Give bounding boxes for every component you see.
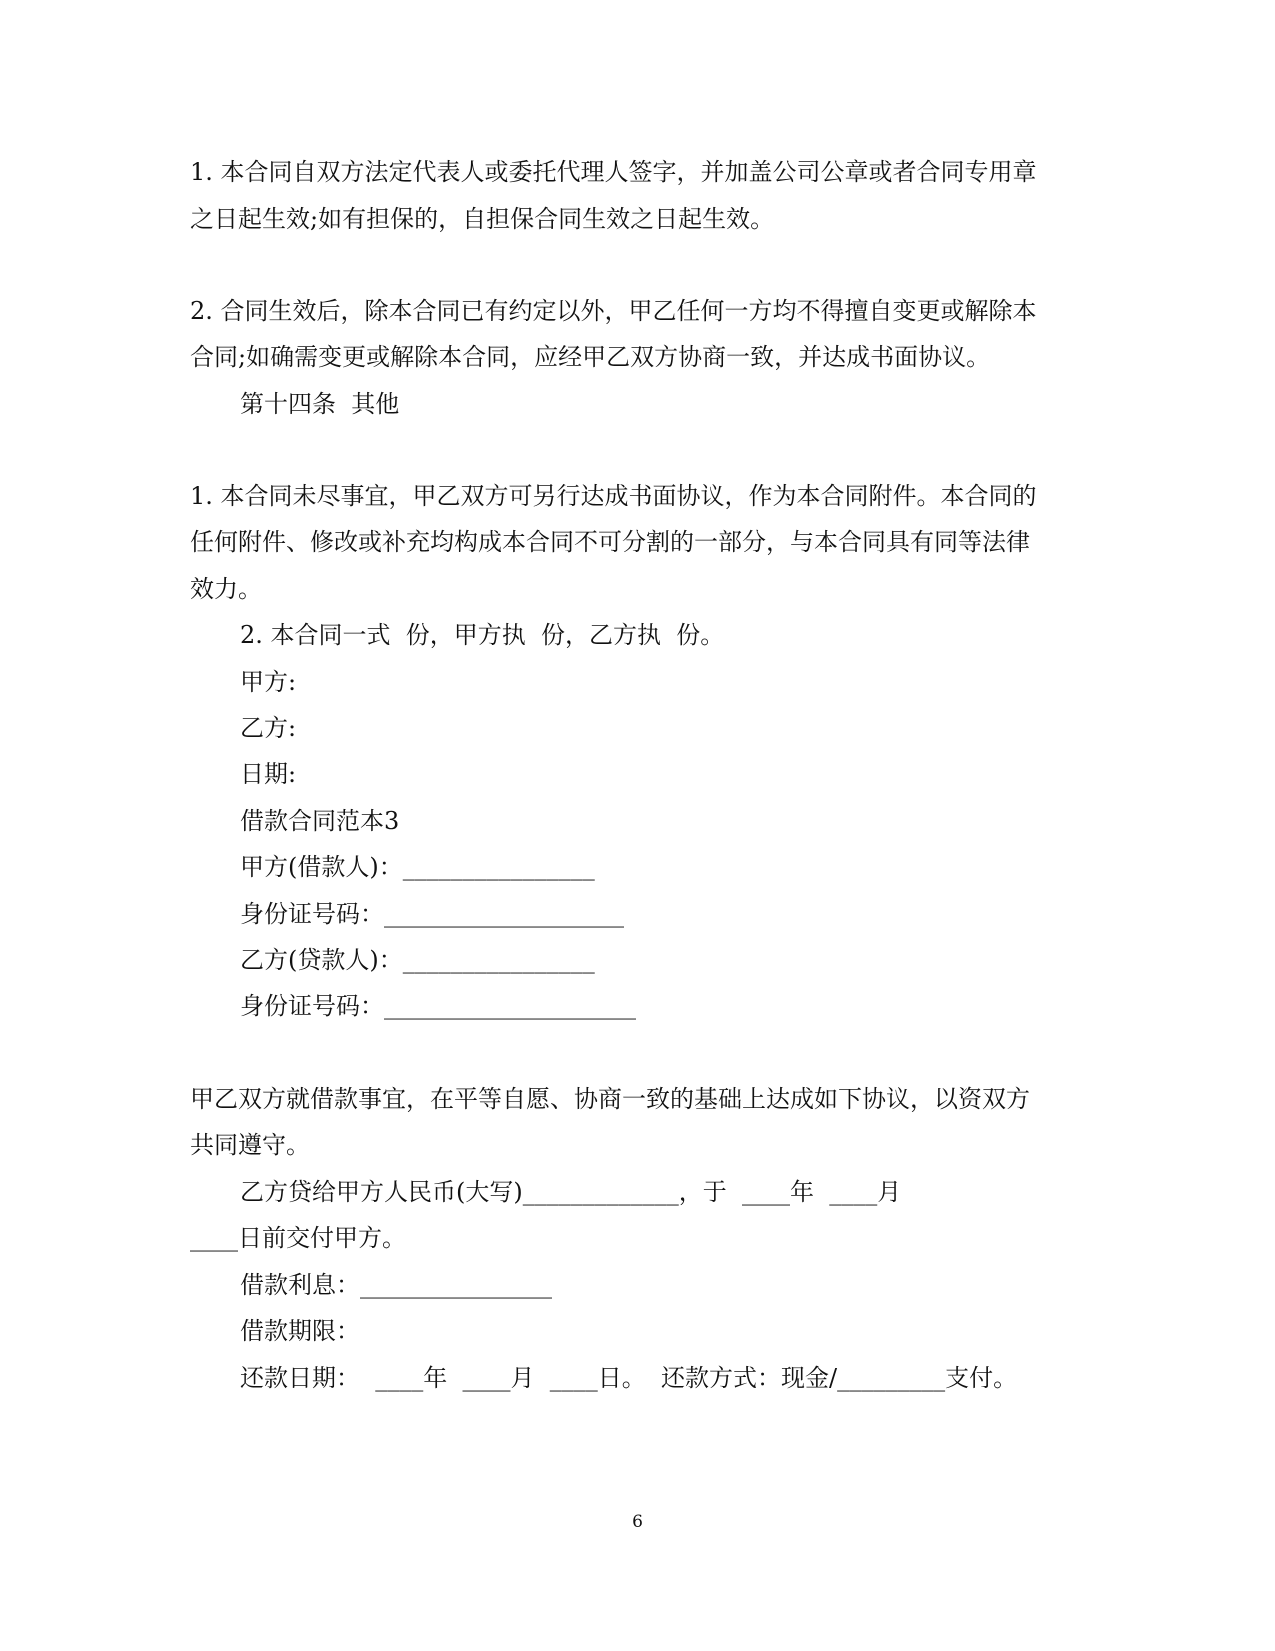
text-line: 1. 本合同未尽事宜，甲乙双方可另行达成书面协议，作为本合同附件。本合同的 [190,482,1037,510]
text-line: ____日前交付甲方。 [190,1224,406,1252]
text-line: 乙方(贷款人)：________________ [240,946,595,974]
text-line: 2. 合同生效后，除本合同已有约定以外，甲乙任何一方均不得擅自变更或解除本 [190,297,1037,325]
text-line: 身份证号码：_____________________ [240,992,636,1020]
text-line: 合同;如确需变更或解除本合同，应经甲乙双方协商一致，并达成书面协议。 [190,343,991,371]
text-line: 1. 本合同自双方法定代表人或委托代理人签字，并加盖公司公章或者合同专用章 [190,158,1037,186]
text-line: 效力。 [190,575,262,603]
text-line: 任何附件、修改或补充均构成本合同不可分割的一部分，与本合同具有同等法律 [190,528,1030,556]
text-line: 2. 本合同一式 份，甲方执 份，乙方执 份。 [240,621,725,649]
text-line: 乙方: [240,714,297,742]
text-line: 借款期限： [240,1317,360,1345]
text-line: 借款利息：________________ [240,1271,552,1299]
document-title: 借款合同范本3 [240,807,400,835]
text-line: 甲方: [240,668,297,696]
text-line: 日期: [240,760,297,788]
text-line: 还款日期： ____年 ____月 ____日。 还款方式：现金/_________支付。 [240,1364,1018,1392]
page-number: 6 [632,1512,643,1532]
text-line: 甲方(借款人)：________________ [240,853,595,881]
text-line: 身份证号码：____________________ [240,900,624,928]
text-line: 甲乙双方就借款事宜，在平等自愿、协商一致的基础上达成如下协议，以资双方 [190,1085,1030,1113]
text-line: 共同遵守。 [190,1131,310,1159]
text-line: 之日起生效;如有担保的，自担保合同生效之日起生效。 [190,205,775,233]
section-heading: 第十四条 其他 [240,390,400,418]
text-line: 乙方贷给甲方人民币(大写)_____________，于 ____年 ____月 [240,1178,902,1206]
